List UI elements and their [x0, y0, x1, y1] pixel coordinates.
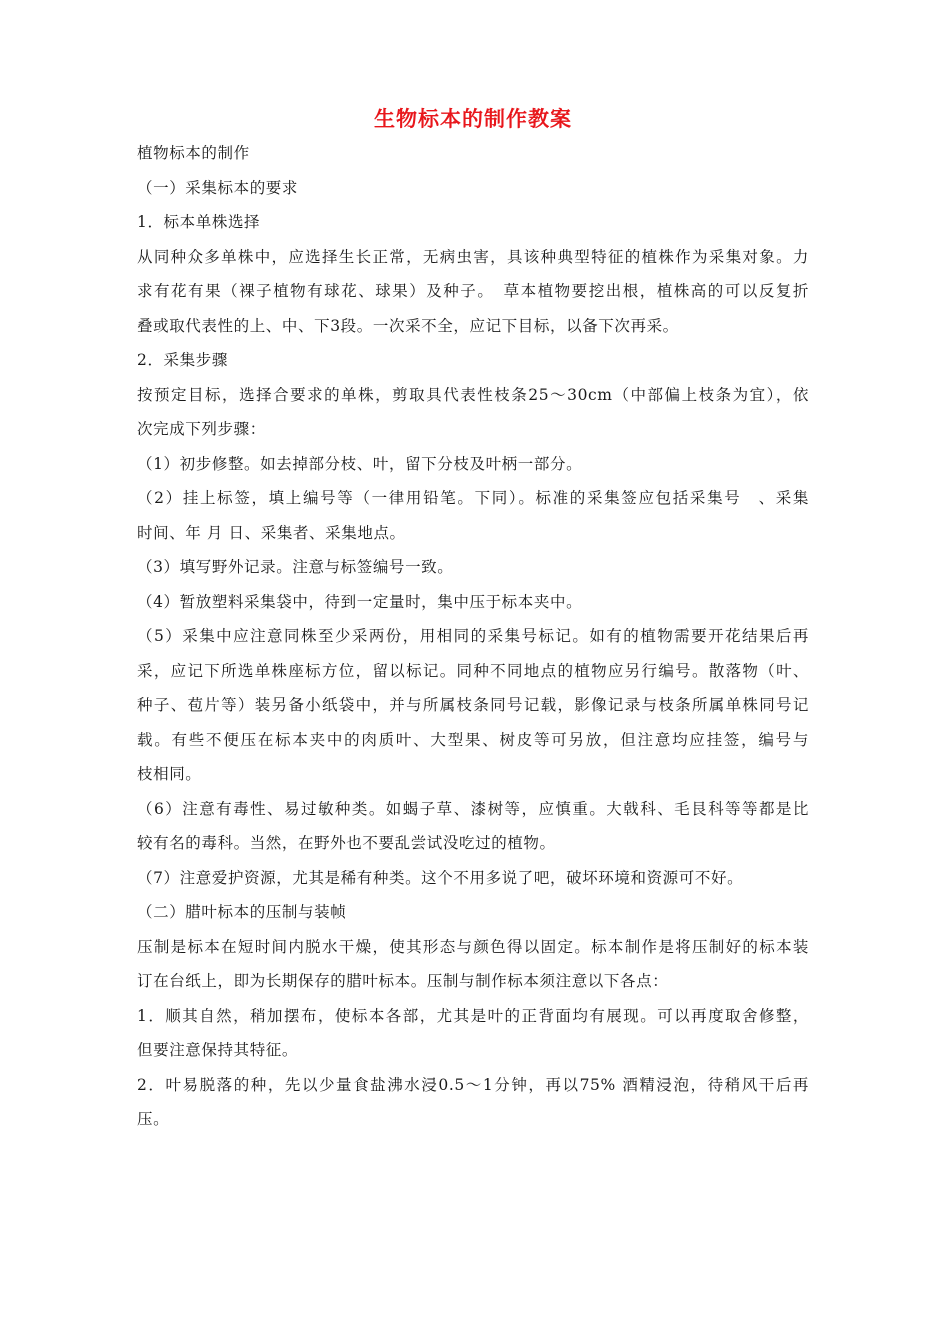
- document-body: [137, 136, 809, 1137]
- text-line: 1．顺其自然，稍加摆布，使标本各部，尤其是叶的正背面均有展现。可以再度取舍修整，: [137, 1006, 809, 1025]
- text-line: （6）注意有毒性、易过敏种类。如蝎子草、漆树等，应慎重。大戟科、毛艮科等等都是比: [137, 799, 809, 818]
- text-line: 订在台纸上，即为长期保存的腊叶标本。压制与制作标本须注意以下各点：: [137, 972, 669, 990]
- text-line: 时间、年 月 日、采集者、采集地点。: [137, 523, 406, 542]
- text-line: 压。: [137, 1110, 170, 1128]
- text-line: 2．叶易脱落的种，先以少量食盐沸水浸0.5～1分钟，再以75% 酒精浸泡，待稍风干后再: [137, 1075, 809, 1094]
- text-line: 但要注意保持其特征。: [137, 1041, 299, 1059]
- text-line: 次完成下列步骤：: [137, 420, 266, 438]
- text-line: （二）腊叶标本的压制与装帧: [137, 903, 347, 921]
- text-line: 植物标本的制作: [137, 144, 250, 162]
- text-line: 压制是标本在短时间内脱水干燥，使其形态与颜色得以固定。标本制作是将压制好的标本装: [137, 937, 809, 956]
- text-line: 1．标本单株选择: [137, 213, 261, 231]
- text-line: 采，应记下所选单株座标方位，留以标记。同种不同地点的植物应另行编号。散落物（叶、: [137, 661, 809, 680]
- text-line: （2）挂上标签，填上编号等（一律用铅笔。下同）。标准的采集签应包括采集号 、采集: [137, 489, 809, 507]
- document-title: 生物标本的制作教案: [374, 107, 572, 131]
- text-line: 叠或取代表性的上、中、下3段。一次采不全，应记下目标，以备下次再采。: [137, 316, 679, 335]
- text-line: （3）填写野外记录。注意与标签编号一致。: [137, 558, 454, 576]
- text-line: 求有花有果（裸子植物有球花、球果）及种子。 草本植物要挖出根，植株高的可以反复折: [137, 282, 809, 300]
- text-line: 按预定目标，选择合要求的单株，剪取具代表性枝条25～30cm（中部偏上枝条为宜），依: [137, 385, 809, 404]
- text-line: 2．采集步骤: [137, 351, 228, 369]
- text-line: （1）初步修整。如去掉部分枝、叶，留下分枝及叶柄一部分。: [137, 454, 583, 473]
- text-line: （一）采集标本的要求: [137, 178, 299, 197]
- text-line: 载。有些不便压在标本夹中的肉质叶、大型果、树皮等可另放，但注意均应挂签，编号与: [137, 730, 809, 749]
- text-line: 枝相同。: [137, 765, 202, 783]
- text-line: 种子、苞片等）装另备小纸袋中，并与所属枝条同号记载，影像记录与枝条所属单株同号记: [137, 696, 809, 714]
- document-page: [137, 104, 809, 1137]
- text-line: （7）注意爱护资源，尤其是稀有种类。这个不用多说了吧，破坏环境和资源可不好。: [137, 868, 744, 887]
- text-line: 较有名的毒科。当然，在野外也不要乱尝试没吃过的植物。: [137, 834, 556, 852]
- text-line: （4）暂放塑料采集袋中，待到一定量时，集中压于标本夹中。: [137, 592, 583, 611]
- text-line: 从同种众多单株中，应选择生长正常，无病虫害，具该种典型特征的植株作为采集对象。力: [137, 247, 809, 266]
- text-line: （5）采集中应注意同株至少采两份，用相同的采集号标记。如有的植物需要开花结果后再: [137, 627, 809, 645]
